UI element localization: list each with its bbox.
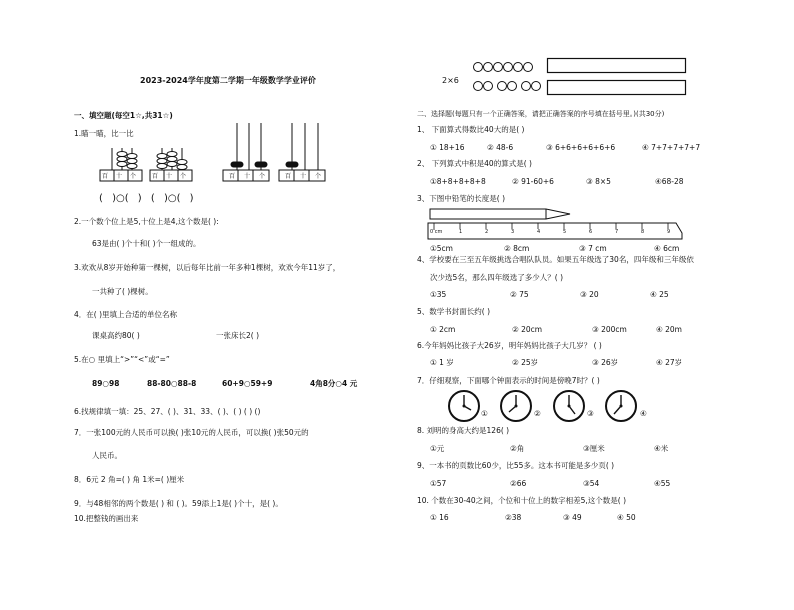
circles-figure [470, 60, 550, 96]
abacus-label-12: 个 [315, 173, 322, 180]
right-q8-opt1: ①元 [430, 444, 445, 453]
left-q5a: 89○98 [92, 379, 120, 388]
clock-number-3: ③ [587, 409, 594, 418]
right-q3-opt3: ③ 7 cm [579, 244, 607, 253]
right-q5-opt1: ① 2cm [430, 325, 456, 334]
ruler-tick-2: 2 [485, 229, 489, 235]
right-q9-opt3: ③54 [583, 479, 600, 488]
section-two-heading: 二、选择题(每题只有一个正确答案，请把正确答案的序号填在括号里。)(共30分) [417, 110, 665, 118]
left-q10: 10.把整钱的画出来 [74, 514, 139, 523]
right-q4-opt2: ② 75 [510, 290, 529, 299]
left-q9: 9．与48相邻的两个数是( ) 和 ( )。59添上1是( )个十，是( )。 [74, 499, 283, 508]
right-q6-opt2: ② 25岁 [512, 358, 539, 367]
ruler-tick-8: 8 [641, 229, 645, 235]
abacus-label-2: 十 [116, 173, 123, 180]
section-one-heading: 一、填空题(每空1☆,共31☆) [74, 111, 173, 120]
abacus-label-8: 十 [244, 173, 251, 180]
ruler-tick-0: 0 cm [430, 229, 443, 235]
abacus-label-4: 百 [152, 173, 159, 180]
abacus-label-5: 十 [166, 173, 173, 180]
left-q3: 3.欢欢从8岁开始种第一棵树，以后每年比前一年多种1棵树，欢欢今年11岁了， [74, 263, 341, 272]
clock-number-2: ② [534, 409, 541, 418]
right-q6-opt3: ③ 26岁 [592, 358, 619, 367]
abacus-label-9: 个 [259, 173, 266, 180]
ruler-tick-7: 7 [615, 229, 619, 235]
abacus-label-7: 百 [229, 173, 236, 180]
ruler-tick-9: 9 [667, 229, 671, 235]
right-q4-opt3: ③ 20 [580, 290, 599, 299]
clock-number-1: ① [481, 409, 488, 418]
right-q8-opt3: ③厘米 [583, 444, 605, 453]
left-q6: 6.找规律填一填：25、27、( )、31、33、( )、( ) ( ) () [74, 407, 261, 416]
right-q10-opt2: ②38 [505, 513, 522, 522]
right-q1-opt2: ② 48-6 [487, 143, 514, 152]
right-q10-opt3: ③ 49 [563, 513, 582, 522]
right-q3-opt2: ② 8cm [504, 244, 530, 253]
ruler-tick-6: 6 [589, 229, 593, 235]
abacus-label-11: 十 [300, 173, 307, 180]
right-q2-opt2: ② 91-60+6 [512, 177, 554, 186]
right-q10-opt4: ④ 50 [617, 513, 636, 522]
left-q5: 5.在○ 里填上“>”“<”或“=” [74, 355, 170, 364]
right-q8-opt4: ④米 [654, 444, 669, 453]
ruler-tick-3: 3 [511, 229, 515, 235]
left-q1: 1.瞄一瞄，比一比 [74, 129, 134, 138]
right-q5-opt4: ④ 20m [656, 325, 682, 334]
right-q2-opt3: ③ 8×5 [586, 177, 611, 186]
right-q4-opt1: ①35 [430, 290, 447, 299]
right-q5-opt3: ③ 200cm [592, 325, 627, 334]
right-q9-opt2: ②66 [510, 479, 527, 488]
right-q3-opt4: ④ 6cm [654, 244, 680, 253]
abacus-label-6: 个 [180, 173, 187, 180]
right-q6-opt4: ④ 27岁 [656, 358, 683, 367]
right-q3-opt1: ①5cm [430, 244, 453, 253]
right-q6: 6.今年妈妈比孩子大26岁，明年妈妈比孩子大几岁？ ( ) [417, 341, 602, 350]
left-q5b: 88-80○88-8 [147, 379, 197, 388]
clock-faces [446, 388, 646, 424]
right-q6-opt1: ① 1 岁 [430, 358, 454, 367]
abacus-label-1: 百 [102, 173, 109, 180]
pencil-ruler-figure [424, 205, 684, 243]
ruler-tick-5: 5 [563, 229, 567, 235]
right-q9-opt1: ①57 [430, 479, 447, 488]
right-q10: 10. 个数在30-40之间，个位和十位上的数字相差5,这个数是( ) [417, 496, 626, 505]
abacus-label-10: 百 [285, 173, 292, 180]
right-q1-opt1: ① 18+16 [430, 143, 465, 152]
right-q10-opt1: ① 16 [430, 513, 449, 522]
right-q2: 2、 下列算式中积是40的算式是( ) [417, 159, 532, 168]
clock-number-4: ④ [640, 409, 647, 418]
right-q9-opt4: ④55 [654, 479, 671, 488]
right-q2-opt4: ④68-28 [655, 177, 684, 186]
right-q4: 4、学校要在三至五年级挑选合唱队队员。如果五年级选了30名，四年级和三年级依 [417, 255, 694, 264]
right-q5: 5、数学书封面长约( ) [417, 307, 491, 316]
right-q5-opt2: ② 20cm [512, 325, 543, 334]
left-q4a: 课桌高约80( ) [92, 331, 140, 340]
left-q5d: 4角8分○4 元 [310, 379, 358, 388]
left-q4: 4．在( )里填上合适的单位名称 [74, 310, 178, 319]
left-q7b: 人民币。 [92, 451, 122, 460]
right-q4b: 次少选5名，那么四年级选了多少人？( ) [430, 273, 564, 282]
left-q2b: 63是由( )个十和( )个一组成的。 [92, 239, 201, 248]
right-q4-opt4: ④ 25 [650, 290, 669, 299]
right-q1-opt3: ③ 6+6+6+6+6+6 [546, 143, 616, 152]
right-q1-opt4: ④ 7+7+7+7+7 [642, 143, 701, 152]
right-q3: 3、下图中铅笔的长度是( ) [417, 194, 506, 203]
right-q8: 8. 刘明的身高大约是126( ) [417, 426, 510, 435]
right-q7: 7．仔细观察，下面哪个钟面表示的时间是傍晚7时？( ) [417, 376, 600, 385]
left-q4b: 一张床长2( ) [216, 331, 260, 340]
ruler-tick-1: 1 [459, 229, 463, 235]
right-q1: 1、 下面算式得数比40大的是( ) [417, 125, 525, 134]
left-q5c: 60+9○59+9 [222, 379, 273, 388]
left-q8: 8．6元 2 角=( ) 角 1米=( )厘米 [74, 475, 185, 484]
page-title: 2023-2024学年度第二学期一年级数学学业评价 [140, 76, 316, 85]
right-q8-opt2: ②角 [510, 444, 525, 453]
ruler-tick-4: 4 [537, 229, 541, 235]
right-q9: 9、一本书的页数比60少，比55多。这本书可能是多少页( ) [417, 461, 615, 470]
comparison-blanks[interactable]: ( )○( ) ( )○( ) [99, 193, 194, 204]
left-q3b: 一共种了( )棵树。 [92, 287, 153, 296]
abacus-label-3: 个 [130, 173, 137, 180]
top-multiplication-label: 2×6 [442, 76, 459, 85]
right-q2-opt1: ①8+8+8+8+8 [430, 177, 486, 186]
answer-boxes [547, 58, 687, 98]
left-q7: 7．一张100元的人民币可以换( )张10元的人民币，可以换( )张50元的 [74, 428, 309, 437]
left-q2: 2.一个数个位上是5,十位上是4,这个数是( ): [74, 217, 219, 226]
